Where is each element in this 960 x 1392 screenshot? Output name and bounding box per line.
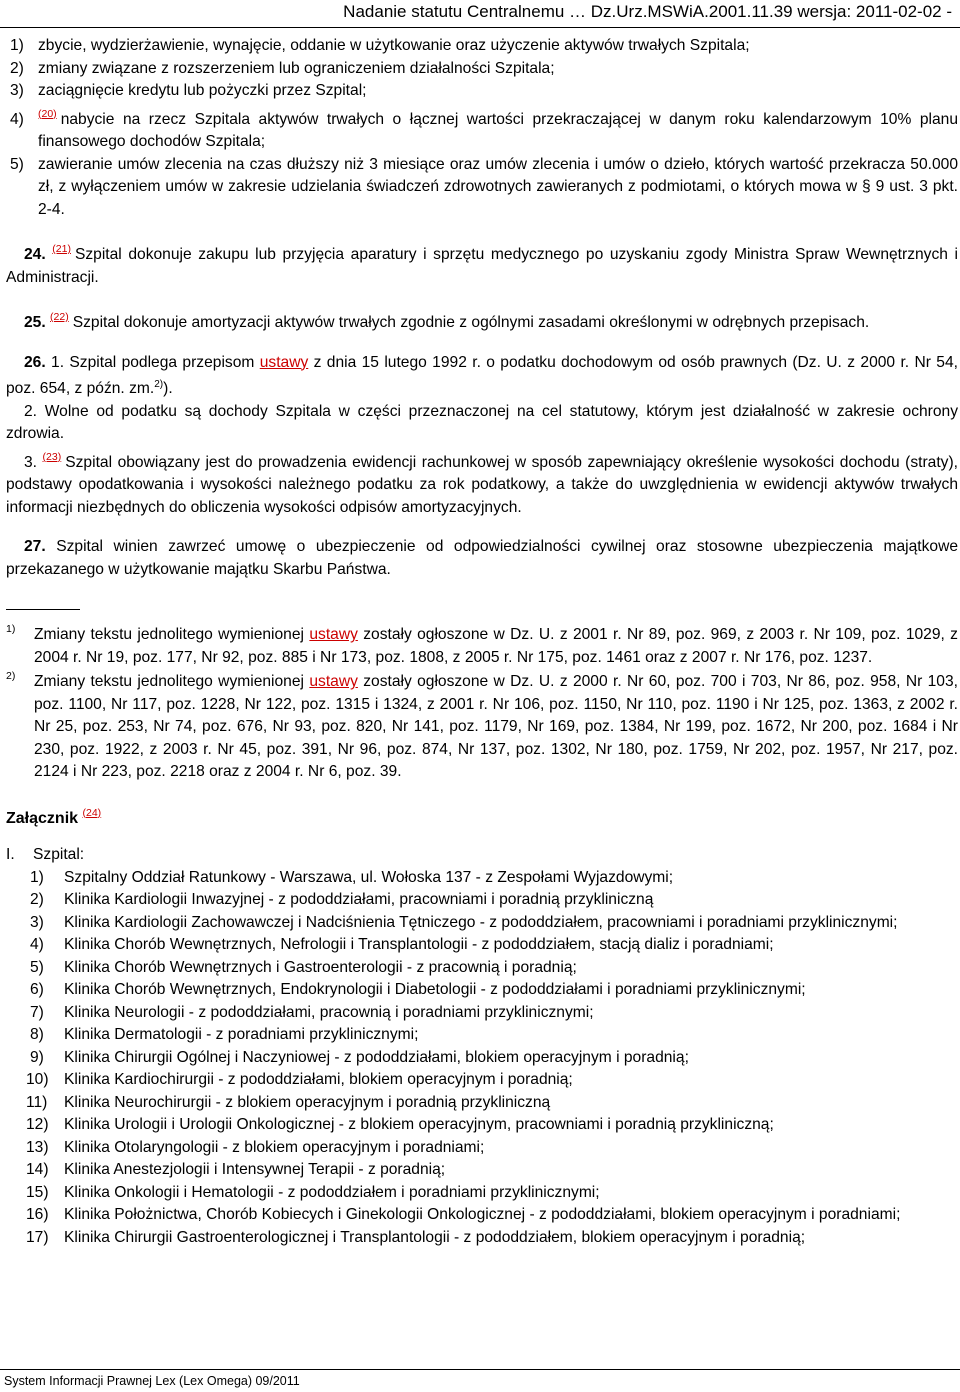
footnote: 1) Zmiany tekstu jednolitego wymienionej ustawy zostały ogłoszone w Dz. U. z 2001 r. Nr 89, poz. 969, z 2003 r. Nr 109, poz. 1029, z 2004 r. Nr 19, poz. 177, Nr 92, poz. 885 i Nr 173, poz. 1808, z 2005 r. Nr 175, poz. 1461 oraz z 2007 r. Nr 176, poz. 1237. — [6, 624, 958, 669]
footnote-separator — [6, 609, 80, 610]
list-item: 3) Klinika Kardiologii Zachowawczej i Nadciśnienia Tętniczego - z pododdziałem, pracowniami i poradniami przyklinicznymi; — [30, 913, 898, 931]
list-item: 2) zmiany związane z rozszerzeniem lub ograniczeniem działalności Szpitala; — [10, 59, 555, 77]
list-item: 2) Klinika Kardiologii Inwazyjnej - z pododdziałami, pracowniami i poradnią przykliniczną — [30, 891, 654, 909]
list-item: 12) Klinika Urologii i Urologii Onkologicznej - z blokiem operacyjnym, pracowniami i poradnią przykliniczną; — [26, 1116, 774, 1134]
act-link[interactable]: ustawy — [309, 673, 358, 691]
footnote-mark: 2) — [6, 670, 16, 683]
list-item: 9) Klinika Chirurgii Ogólnej i Naczyniowej - z pododdziałami, blokiem operacyjnym i poradnią; — [30, 1048, 689, 1066]
footnote-mark: 2) — [154, 379, 164, 390]
footer-source: System Informacji Prawnej Lex (Lex Omega) 09/2011 — [4, 1374, 300, 1388]
section-26: 26. 1. Szpital podlega przepisom ustawy z dnia 15 lutego 1992 r. o podatku dochodowym od osób prawnych (Dz. U. z 2000 r. Nr 54, poz. 654, z późn. zm.$^{2)}$). — [6, 353, 958, 398]
section-26-paragraph-2: 2. Wolne od podatku są dochody Szpitala w części przeznaczonej na cel statutowy, którym jest działalność w zakresie ochrony zdrowia. — [6, 402, 958, 443]
list-item: 15) Klinika Onkologii i Hematologii - z pododdziałem i poradniami przyklinicznymi; — [26, 1183, 600, 1201]
list-item: 5) Klinika Chorób Wewnętrznych i Gastroenterologii - z pracownią i poradnią; — [30, 958, 577, 976]
clinic-list — [6, 867, 958, 1250]
section-number: 25. — [24, 314, 46, 331]
list-item: 11) Klinika Neurochirurgii - z blokiem operacyjnym i poradnią przykliniczną — [26, 1093, 551, 1111]
amendment-ref-link[interactable]: (21) — [52, 243, 71, 255]
section-27: 27. Szpital winien zawrzeć umowę o ubezpieczenie od odpowiedzialności cywilnej oraz stosowne ubezpieczenia majątkowe przekazanego w użytkowanie majątku Skarbu Państwa. — [6, 538, 959, 578]
section-sign: § — [862, 178, 871, 195]
list-item: 10) Klinika Kardiochirurgii - z pododdziałami, blokiem operacyjnym i poradnią; — [26, 1071, 573, 1089]
act-link[interactable]: ustawy — [309, 626, 358, 644]
annex-title: Załącznik $^{(24)}$ — [6, 806, 102, 827]
list-item: 4) Klinika Chorób Wewnętrznych, Nefrologii i Transplantologii - z pododdziałem, stacją dializ i poradniami; — [30, 936, 774, 954]
list-item: 13) Klinika Otolaryngologii - z blokiem operacyjnym i poradniami; — [26, 1138, 485, 1156]
page-footer — [0, 1369, 960, 1392]
amendment-ref-link[interactable]: (23) — [42, 450, 62, 463]
act-link[interactable]: ustawy — [259, 353, 309, 371]
list-item: 1) zbycie, wydzierżawienie, wynajęcie, oddanie w użytkowanie oraz użyczenie aktywów trwałych Szpitala; — [10, 37, 750, 54]
footnote: 2) Zmiany tekstu jednolitego wymienionej ustawy zostały ogłoszone w Dz. U. z 2000 r. Nr 60, poz. 700 i 703, Nr 86, poz. 958, Nr 103, poz. 1100, Nr 117, poz. 1228, Nr 122, poz. 1315 i 1324, z 2001 r. Nr 106, poz. 1150, Nr 110, poz. 1190 i Nr 125, poz. 1363, z 2002 r. Nr 25, poz. 253, Nr 74, poz. 676, Nr 93, poz. 820, Nr 141, poz. 1179, Nr 169, poz. 1384, Nr 199, poz. 1672, Nr 200, poz. 1684 i Nr 230, poz. 1922, z 2003 r. Nr 45, poz. 391, Nr 96, poz. 874, Nr 137, poz. 1302, Nr 180, poz. 1759, Nr 202, poz. 1957, Nr 217, poz. 2124 i Nr 223, poz. 2218 oraz z 2004 r. Nr 6, poz. 39. — [6, 671, 958, 784]
section-26-paragraph-3: 3. $^{(23)}$ Szpital obowiązany jest do prowadzenia ewidencji rachunkowej w sposób zapewniający określenie wysokości dochodu (straty), podstawy opodatkowania i wysokości należnego podatku za rok podatkowy, a także do uwzględnienia w ewidencji aktywów trwałych informacji niezbędnych do obliczenia wysokości odpisów amortyzacyjnych. — [6, 450, 958, 516]
amendment-ref-link[interactable]: (22) — [50, 311, 69, 323]
list-item: 1) Szpitalny Oddział Ratunkowy - Warszawa, ul. Wołoska 137 - z Zespołami Wyjazdowymi; — [30, 868, 674, 886]
list-item: 16) Klinika Położnictwa, Chorób Kobiecych i Ginekologii Onkologicznej - z pododdziałami, blokiem operacyjnym i poradniami; — [26, 1206, 901, 1224]
list-item: 5) zawieranie umów zlecenia na czas dłuższy niż 3 miesiące oraz umów zlecenia i umów o dzieło, których wartość przekracza 50.000 zł, z wyłączeniem umów w zakresie udzielania świadczeń zdrowotnych zawieranych z podmiotami, o których mowa w § 9 ust. 3 pkt. 2-4. — [10, 155, 958, 218]
list-item: 8) Klinika Dermatologii - z poradniami przyklinicznymi; — [30, 1026, 419, 1044]
list-item: 7) Klinika Neurologii - z pododdziałami, pracownią i poradniami przyklinicznymi; — [30, 1003, 594, 1021]
section-number: 26. — [24, 353, 46, 371]
footnotes — [6, 624, 958, 784]
section-number: 24. — [24, 246, 46, 263]
document-title: Nadanie statutu Centralnemu … Dz.Urz.MSWiA.2001.11.39 wersja: 2011-02-02 - — [343, 2, 952, 21]
section-25: 25. $^{(22)}$ Szpital dokonuje amortyzacji aktywów trwałych zgodnie z ogólnymi zasadami określonymi w odrębnych przepisach. — [24, 311, 870, 331]
annex-heading: I. Szpital: — [6, 846, 85, 864]
amendment-ref-link[interactable]: (24) — [82, 806, 102, 819]
section-number: 27. — [24, 538, 46, 556]
page-header — [0, 0, 960, 28]
footnote-mark: 1) — [6, 623, 16, 636]
list-item: 17) Klinika Chirurgii Gastroenterologicznej i Transplantologii - z pododdziałem, blokiem operacyjnym i poradnią; — [26, 1228, 806, 1246]
document-body — [6, 35, 958, 1249]
amendment-ref-link[interactable]: (20) — [38, 107, 57, 120]
list-item: 14) Klinika Anestezjologii i Intensywnej Terapii - z poradnią; — [26, 1161, 446, 1179]
list-item: 3) zaciągnięcie kredytu lub pożyczki przez Szpital; — [10, 82, 367, 99]
consent-list — [6, 35, 958, 221]
section-24: 24. $^{(21)}$ Szpital dokonuje zakupu lub przyjęcia aparatury i sprzętu medycznego po uzyskaniu zgody Ministra Spraw Wewnętrznych i Administracji. — [6, 243, 958, 286]
list-item: 4) $^{(20)}$ nabycie na rzecz Szpitala aktywów trwałych o łącznej wartości przekraczającej w danym roku kalendarzowym 10% planu finansowego dochodów Szpitala; — [10, 107, 958, 150]
list-item: 6) Klinika Chorób Wewnętrznych, Endokrynologii i Diabetologii - z pododdziałami i poradniami przyklinicznymi; — [30, 981, 806, 999]
